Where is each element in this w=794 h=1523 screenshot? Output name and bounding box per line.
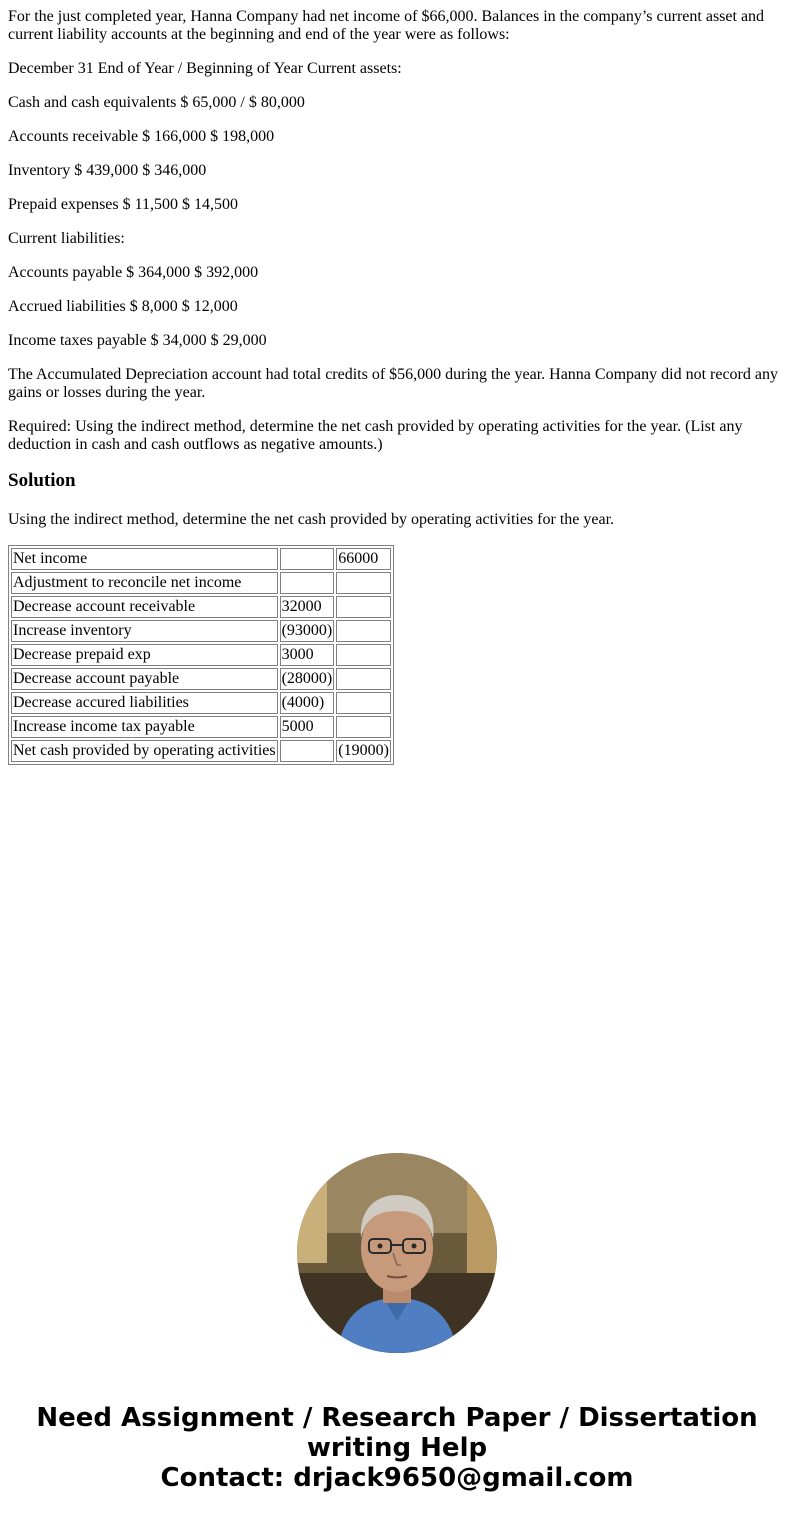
row-adjustment: 5000 [280, 716, 335, 738]
row-total: 66000 [336, 548, 391, 570]
page-content [8, 8, 786, 765]
row-total [336, 572, 391, 594]
promo-banner [0, 1403, 794, 1493]
question-line: Cash and cash equivalents $ 65,000 / $ 80,000 [8, 94, 305, 111]
row-label: Decrease account payable [11, 668, 278, 690]
question-line: Accrued liabilities $ 8,000 $ 12,000 [8, 298, 238, 315]
question-header-line: December 31 End of Year / Beginning of Year Current assets: [8, 60, 402, 77]
row-label: Adjustment to reconcile net income [11, 572, 278, 594]
row-adjustment [280, 572, 335, 594]
row-total [336, 716, 391, 738]
table-row [11, 572, 391, 594]
row-total [336, 596, 391, 618]
row-adjustment: 32000 [280, 596, 335, 618]
row-adjustment [280, 548, 335, 570]
table-row [11, 716, 391, 738]
avatar-portrait [297, 1153, 497, 1353]
promo-line: Need Assignment / Research Paper / Dissertation [36, 1403, 758, 1433]
question-line: Current liabilities: [8, 230, 125, 247]
question-line: Inventory $ 439,000 $ 346,000 [8, 162, 207, 179]
table-row [11, 620, 391, 642]
question-line: Prepaid expenses $ 11,500 $ 14,500 [8, 196, 239, 213]
author-avatar [297, 1153, 497, 1353]
row-adjustment: (4000) [280, 692, 335, 714]
row-label: Decrease accured liabilities [11, 692, 278, 714]
row-total [336, 644, 391, 666]
row-label: Increase income tax payable [11, 716, 278, 738]
row-adjustment: (93000) [280, 620, 335, 642]
row-adjustment: 3000 [280, 644, 335, 666]
promo-contact: Contact: drjack9650@gmail.com [160, 1463, 634, 1493]
question-line: Accounts receivable $ 166,000 $ 198,000 [8, 128, 275, 145]
row-total [336, 692, 391, 714]
row-total [336, 620, 391, 642]
depreciation-note: The Accumulated Depreciation account had total credits of $56,000 during the year. Hanna Company did not record any gains or losses during the year. [8, 366, 778, 401]
table-row [11, 596, 391, 618]
table-row [11, 740, 391, 762]
row-label: Net cash provided by operating activities [11, 740, 278, 762]
question-line: Accounts payable $ 364,000 $ 392,000 [8, 264, 259, 281]
table-row [11, 644, 391, 666]
row-label: Decrease account receivable [11, 596, 278, 618]
solution-heading: Solution [8, 470, 76, 491]
row-total: (19000) [336, 740, 391, 762]
row-adjustment [280, 740, 335, 762]
row-label: Increase inventory [11, 620, 278, 642]
table-row [11, 548, 391, 570]
question-line: Income taxes payable $ 34,000 $ 29,000 [8, 332, 267, 349]
row-label: Decrease prepaid exp [11, 644, 278, 666]
promo-line: writing Help [306, 1433, 488, 1463]
table-row [11, 668, 391, 690]
row-adjustment: (28000) [280, 668, 335, 690]
solution-intro: Using the indirect method, determine the net cash provided by operating activities for the year. [8, 511, 615, 528]
row-total [336, 668, 391, 690]
cash-flow-table [8, 545, 394, 765]
row-label: Net income [11, 548, 278, 570]
required-statement: Required: Using the indirect method, determine the net cash provided by operating activities for the year. (List any deduction in cash and cash outflows as negative amounts.) [8, 418, 743, 453]
table-row [11, 692, 391, 714]
question-intro: For the just completed year, Hanna Company had net income of $66,000. Balances in the company’s current asset and current liability accounts at the beginning and end of the year were as follows: [8, 8, 765, 43]
